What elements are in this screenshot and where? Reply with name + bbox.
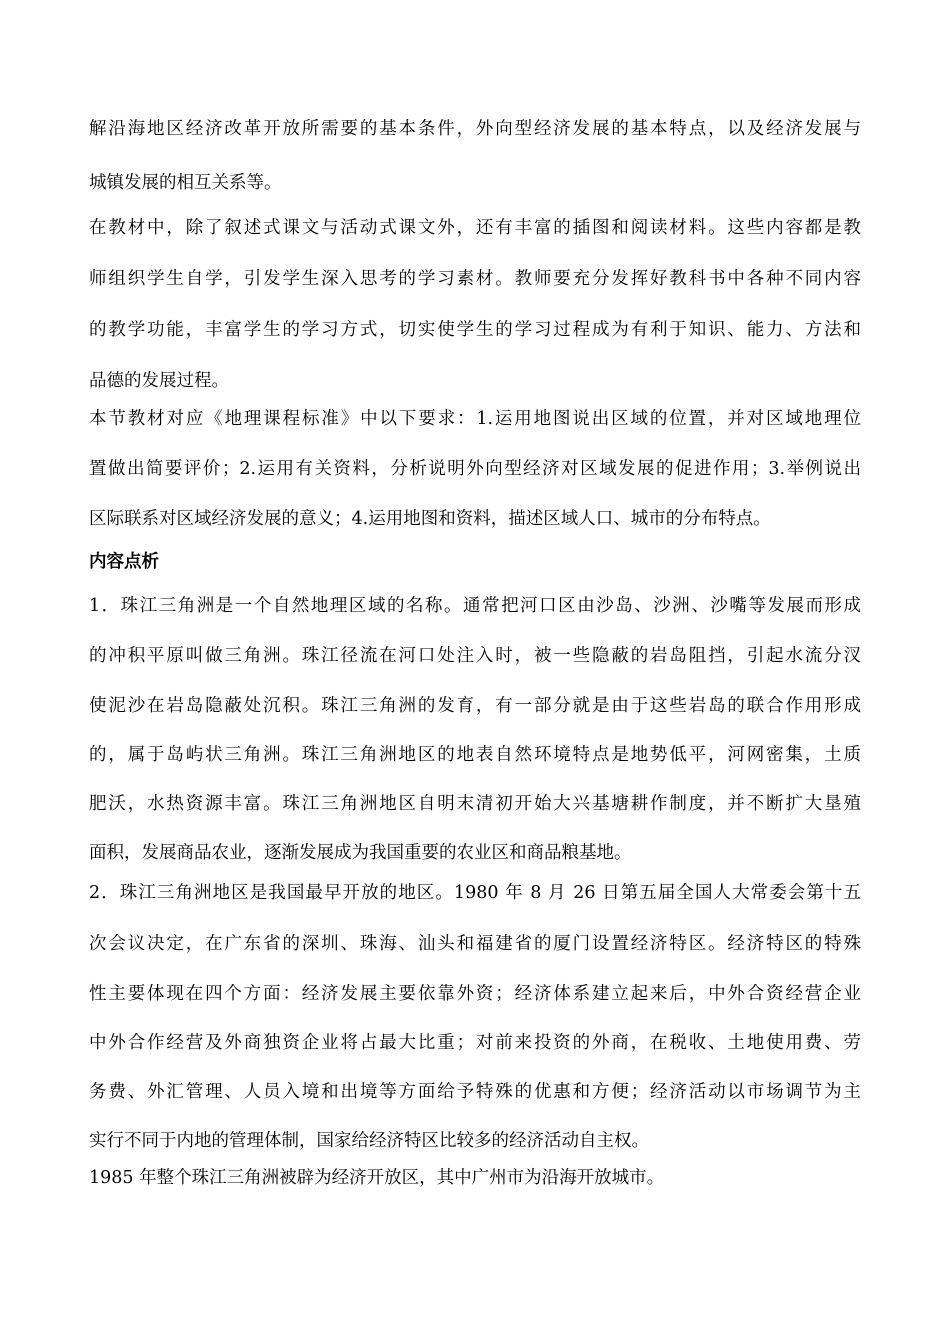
text-line: 的，属于岛屿状三角洲。珠江三角洲地区的地表自然环境特点是地势低平，河网密集，土质 xyxy=(89,745,861,765)
text-line: 区际联系对区域经济发展的意义；4.运用地图和资料，描述区域人口、城市的分布特点。 xyxy=(89,509,771,529)
text-line: 的教学功能，丰富学生的学习方式，切实使学生的学习过程成为有利于知识、能力、方法和 xyxy=(89,320,861,340)
text-line: 城镇发展的相互关系等。 xyxy=(89,173,282,193)
text-line: 面积，发展商品农业，逐渐发展成为我国重要的农业区和商品粮基地。 xyxy=(89,843,632,863)
text-line: 置做出简要评价；2.运用有关资料，分析说明外向型经济对区域发展的促进作用；3.举例说出 xyxy=(89,459,861,479)
text-line: 1985 年整个珠江三角洲被辟为经济开放区，其中广州市为沿海开放城市。 xyxy=(89,1168,665,1188)
text-line: 中外合作经营及外商独资企业将占最大比重；对前来投资的外商，在税收、土地使用费、劳 xyxy=(89,1033,861,1053)
text-line: 次会议决定，在广东省的深圳、珠海、汕头和福建省的厦门设置经济特区。经济特区的特殊 xyxy=(89,934,861,954)
text-line: 本节教材对应《地理课程标准》中以下要求：1.运用地图说出区域的位置，并对区域地理位 xyxy=(89,409,861,429)
text-line: 肥沃，水热资源丰富。珠江三角洲地区自明末清初开始大兴基塘耕作制度，并不断扩大垦殖 xyxy=(89,794,861,814)
text-line: 实行不同于内地的管理体制，国家给经济特区比较多的经济活动自主权。 xyxy=(89,1131,649,1151)
text-line: 解沿海地区经济改革开放所需要的基本条件，外向型经济发展的基本特点，以及经济发展与 xyxy=(89,119,861,139)
text-line: 品德的发展过程。 xyxy=(89,371,229,391)
text-line: 使泥沙在岩岛隐蔽处沉积。珠江三角洲的发育，有一部分就是由于这些岩岛的联合作用形成 xyxy=(89,696,861,716)
text-line: 师组织学生自学，引发学生深入思考的学习素材。教师要充分发挥好教科书中各种不同内容 xyxy=(89,269,861,289)
text-line: 2．珠江三角洲地区是我国最早开放的地区。1980 年 8 月 26 日第五届全国人大常委会第十五 xyxy=(89,883,861,903)
text-line: 1．珠江三角洲是一个自然地理区域的名称。通常把河口区由沙岛、沙洲、沙嘴等发展而形成 xyxy=(89,596,861,616)
section-heading: 内容点析 xyxy=(89,552,159,572)
text-line: 的冲积平原叫做三角洲。珠江径流在河口处注入时，被一些隐蔽的岩岛阻挡，引起水流分汊 xyxy=(89,646,861,666)
text-line: 在教材中，除了叙述式课文与活动式课文外，还有丰富的插图和阅读材料。这些内容都是教 xyxy=(89,218,861,238)
text-line: 性主要体现在四个方面：经济发展主要依靠外资；经济体系建立起来后，中外合资经营企业 xyxy=(89,984,861,1004)
text-line: 务费、外汇管理、人员入境和出境等方面给予特殊的优惠和方便；经济活动以市场调节为主 xyxy=(89,1082,861,1102)
